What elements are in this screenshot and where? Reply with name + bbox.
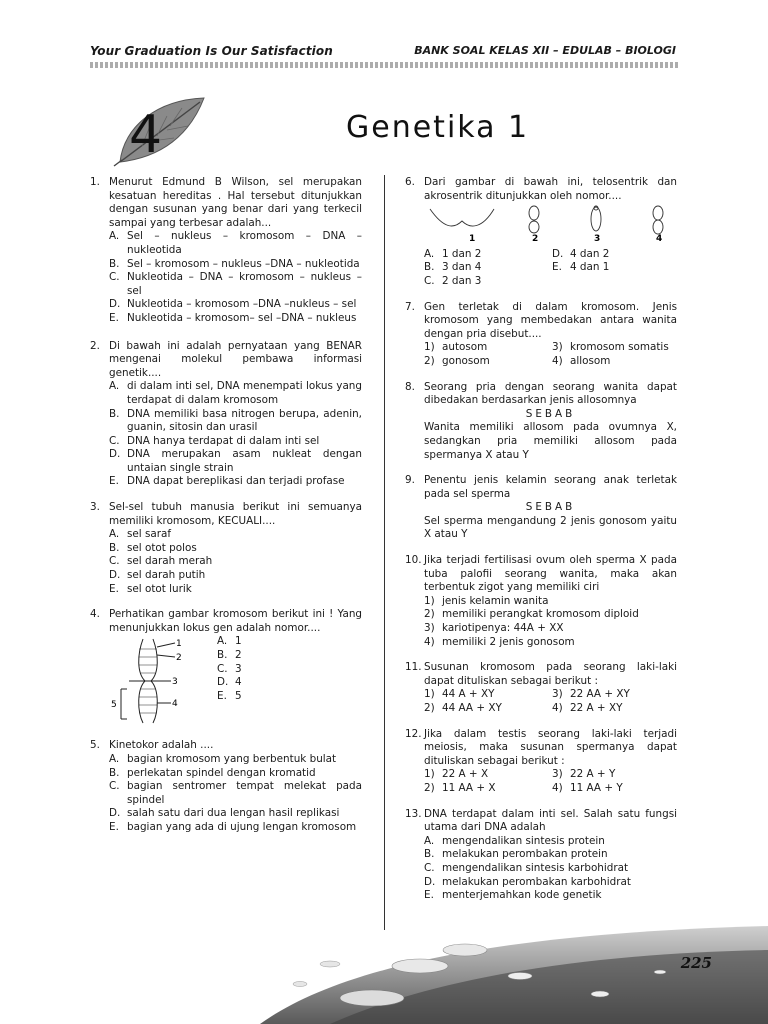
question-9	[405, 474, 677, 542]
question-stem: Sel-sel tubuh manusia berikut ini semuanya memiliki kromosom, KECUALI....	[109, 501, 362, 527]
option-d: D. salah satu dari dua lengan hasil replikasi	[109, 807, 340, 820]
option-a: A. 1	[217, 635, 242, 648]
figure-label: 2	[532, 234, 539, 244]
option-1: 1) 44 A + XY	[424, 688, 495, 701]
page-number: 225	[680, 954, 712, 972]
option-c: C. bagian sentromer tempat melekat pada spindel	[109, 780, 362, 806]
sebab-label: SEBAB	[525, 407, 576, 420]
option-2: 2) gonosom	[424, 354, 490, 367]
option-4: 4) memiliki 2 jenis gonosom	[424, 635, 575, 648]
option-a: A. di dalam inti sel, DNA menempati lokus yang terdapat di dalam kromosom	[109, 380, 362, 406]
question-1	[90, 176, 362, 326]
option-d: D. melakukan perombakan karbohidrat	[424, 875, 631, 888]
chapter-number: 4	[129, 105, 163, 165]
option-e: E. bagian yang ada di ujung lengan kromosom	[109, 820, 357, 833]
question-stem: Dari gambar di bawah ini, telosentrik dan akrosentrik ditunjukkan oleh nomor....	[424, 176, 677, 202]
option-e: E. sel otot lurik	[109, 582, 192, 595]
option-b: B. sel otot polos	[109, 541, 197, 554]
figure-label: 3	[172, 677, 178, 688]
question-stem: Seorang pria dengan seorang wanita dapat dibedakan berdasarkan jenis allosomnya	[424, 380, 677, 407]
question-stem: Menurut Edmund B Wilson, sel merupakan kesatuan hereditas . Hal tersebut ditunjukkan dengan susunan yang benar dari yang terkecil sampai yang terbesar adalah...	[109, 176, 362, 229]
figure-label: 2	[176, 653, 182, 664]
option-c: C. 3	[217, 662, 242, 675]
option-d: D. 4	[217, 676, 242, 689]
header-book-title: BANK SOAL KELAS XII – EDULAB – BIOLOGI	[414, 44, 676, 57]
question-number: 9.	[405, 474, 415, 487]
question-11	[405, 661, 677, 715]
question-12	[405, 728, 677, 796]
question-number: 8.	[405, 380, 415, 393]
reason-text: Sel sperma mengandung 2 jenis gonosom yaitu X atau Y	[424, 514, 677, 541]
option-b: B. melakukan perombakan protein	[424, 848, 608, 861]
option-b: B. DNA memiliki basa nitrogen berupa, adenin, guanin, sitosin dan urasil	[109, 407, 362, 434]
option-e: E. menterjemahkan kode genetik	[424, 889, 602, 902]
option-1: 1) 22 A + X	[424, 768, 489, 781]
option-e: E. 4 dan 1	[552, 261, 610, 274]
question-number: 11.	[405, 661, 422, 674]
option-2: 2) memiliki perangkat kromosom diploid	[424, 608, 639, 621]
header-divider	[90, 62, 678, 68]
question-stem: Susunan kromosom pada seorang laki-laki dapat dituliskan sebagai berikut :	[424, 661, 677, 687]
question-7	[405, 301, 677, 369]
option-c: C. sel darah merah	[109, 555, 213, 568]
option-e: E. Nukleotida – kromosom– sel –DNA – nukleus	[109, 311, 357, 324]
option-d: D. sel darah putih	[109, 569, 206, 582]
question-8	[405, 381, 677, 463]
chapter-title: Genetika 1	[346, 110, 530, 145]
chromosome-types-diagram	[424, 203, 676, 243]
option-a: A. sel saraf	[109, 528, 172, 541]
sebab-label: SEBAB	[525, 501, 576, 514]
column-divider	[384, 175, 385, 930]
question-number: 1.	[90, 176, 100, 188]
question-6	[405, 176, 677, 289]
question-10	[405, 554, 677, 649]
option-2: 2) 44 AA + XY	[424, 702, 502, 714]
question-stem: Di bawah ini adalah pernyataan yang BENAR mengenai molekul pembawa informasi genetik....	[109, 339, 362, 379]
option-a: A. mengendalikan sintesis protein	[424, 834, 605, 847]
option-a: A. Sel – nukleus – kromosom – DNA – nukleotida	[109, 230, 362, 256]
figure-label: 5	[111, 700, 117, 711]
question-2	[90, 340, 362, 490]
question-number: 5.	[90, 739, 100, 752]
question-stem: Penentu jenis kelamin seorang anak terletak pada sel sperma	[424, 474, 677, 500]
question-stem: Jika dalam testis seorang laki-laki terjadi meiosis, maka susunan spermanya dapat dituliskan sebagai berikut :	[424, 727, 677, 767]
option-c: C. mengendalikan sintesis karbohidrat	[424, 861, 629, 874]
right-column	[405, 176, 677, 915]
option-3: 3) kariotipenya: 44A + XX	[424, 622, 564, 635]
figure-label: 3	[594, 234, 601, 244]
option-d: D. 4 dan 2	[552, 247, 610, 260]
question-number: 13.	[405, 807, 422, 820]
option-3: 3) 22 A + Y	[552, 768, 616, 781]
option-e: E. 5	[217, 689, 242, 702]
option-2: 2) 11 AA + X	[424, 781, 496, 794]
option-c: C. 2 dan 3	[424, 274, 482, 287]
option-4: 4) 11 AA + Y	[552, 781, 623, 794]
question-number: 4.	[90, 608, 100, 621]
option-a: A. bagian kromosom yang berbentuk bulat	[109, 753, 337, 765]
chromosome-diagram	[109, 635, 199, 727]
footer-water-decoration	[0, 914, 768, 1024]
left-column	[90, 176, 362, 847]
question-4	[90, 608, 362, 727]
option-4: 4) allosom	[552, 354, 611, 367]
option-3: 3) 22 AA + XY	[552, 688, 630, 701]
option-b: B. 2	[217, 649, 242, 661]
header-slogan: Your Graduation Is Our Satisfaction	[90, 44, 333, 58]
option-e: E. DNA dapat bereplikasi dan terjadi profase	[109, 475, 345, 488]
question-stem: Jika terjadi fertilisasi ovum oleh sperma X pada tuba palofii seorang wanita, maka akan terbentuk zigot yang memiliki ciri	[424, 554, 677, 594]
option-1: 1) jenis kelamin wanita	[424, 594, 549, 607]
question-number: 12.	[405, 727, 422, 740]
option-b: B. Sel – kromosom – nukleus –DNA – nukleotida	[109, 257, 360, 270]
option-a: A. 1 dan 2	[424, 247, 482, 260]
option-c: C. DNA hanya terdapat di dalam inti sel	[109, 434, 320, 447]
option-b: B. perlekatan spindel dengan kromatid	[109, 766, 316, 779]
question-13	[405, 808, 677, 903]
question-stem: Perhatikan gambar kromosom berikut ini ! Yang menunjukkan lokus gen adalah nomor....	[109, 608, 362, 634]
option-c: C. Nukleotida – DNA – kromosom – nukleus – sel	[109, 271, 362, 297]
option-4: 4) 22 A + XY	[552, 702, 623, 714]
figure-label: 4	[172, 699, 178, 710]
figure-label: 4	[656, 234, 663, 244]
question-stem: Gen terletak di dalam kromosom. Jenis kromosom yang membedakan antara wanita dengan pria disebut....	[424, 300, 677, 340]
question-number: 3.	[90, 501, 100, 514]
question-5	[90, 739, 362, 834]
option-b: B. 3 dan 4	[424, 261, 482, 274]
question-number: 10.	[405, 554, 422, 567]
reason-text: Wanita memiliki allosom pada ovumnya X, sedangkan pria memiliki allosom pada spermanya X atau Y	[424, 421, 677, 461]
figure-label: 1	[469, 234, 476, 244]
option-1: 1) autosom	[424, 341, 488, 354]
question-number: 6.	[405, 176, 415, 188]
question-number: 7.	[405, 300, 415, 313]
question-number: 2.	[90, 339, 100, 352]
option-d: D. DNA merupakan asam nukleat dengan untaian single strain	[109, 448, 362, 474]
question-stem: Kinetokor adalah ....	[109, 739, 214, 752]
option-d: D. Nukleotida – kromosom –DNA –nukleus – sel	[109, 298, 357, 311]
option-3: 3) kromosom somatis	[552, 341, 669, 354]
figure-label: 1	[176, 639, 182, 650]
question-stem: DNA terdapat dalam inti sel. Salah satu fungsi utama dari DNA adalah	[424, 807, 677, 834]
question-3	[90, 501, 362, 596]
